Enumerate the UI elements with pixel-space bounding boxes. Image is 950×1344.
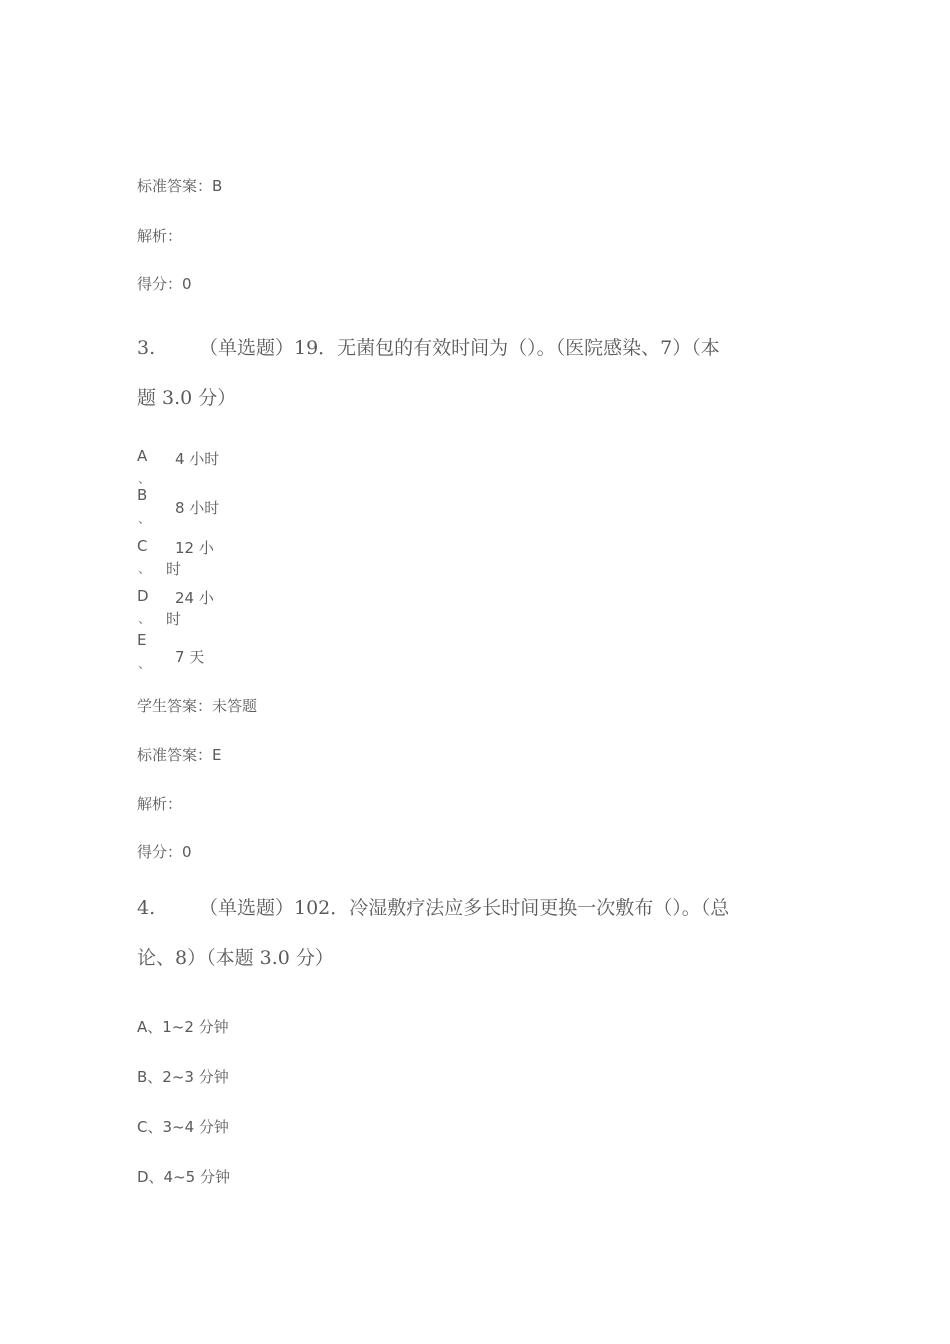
option-d-text-wrap: 时 [166, 610, 182, 628]
score-q3: 得分：0 [137, 843, 192, 861]
option-d-sep: 、 [138, 612, 152, 627]
q4-option-c[interactable]: C、3~4 分钟 [137, 1118, 229, 1136]
question-4-number: 4. [137, 897, 156, 919]
q4-option-d[interactable]: D、4~5 分钟 [137, 1168, 230, 1186]
option-a-text: 4 小时 [175, 450, 220, 468]
question-3-text: （单选题）19．无菌包的有效时间为（）。（医院感染、7）（本 [199, 337, 720, 359]
option-c-text: 12 小 [175, 539, 214, 557]
option-c-sep: 、 [138, 562, 152, 577]
q4-option-b[interactable]: B、2~3 分钟 [137, 1068, 229, 1086]
analysis-q3: 解析： [137, 795, 183, 813]
option-c-text-wrap: 时 [166, 560, 182, 578]
option-e-sep: 、 [138, 657, 152, 672]
option-b-letter: B [137, 486, 148, 504]
score-q2: 得分：0 [137, 275, 192, 293]
question-4-text: （单选题）102．冷湿敷疗法应多长时间更换一次敷布（）。（总 [199, 897, 730, 919]
option-b-text: 8 小时 [175, 499, 220, 517]
question-3-line1 [137, 333, 720, 360]
question-3-line2: 题 3.0 分） [137, 387, 237, 409]
standard-answer-q2: 标准答案：B [137, 177, 223, 195]
option-d-letter: D [137, 587, 149, 605]
standard-answer-q3: 标准答案：E [137, 746, 222, 764]
question-4-line2: 论、8）（本题 3.0 分） [137, 947, 334, 969]
option-e-text: 7 天 [175, 648, 205, 666]
option-a-sep: 、 [138, 472, 152, 487]
question-3-number: 3. [137, 337, 156, 359]
option-d-text: 24 小 [175, 589, 214, 607]
option-c-letter: C [137, 537, 148, 555]
analysis-q2: 解析： [137, 227, 183, 245]
student-answer-q3: 学生答案：未答题 [137, 697, 258, 715]
question-4-line1 [137, 893, 729, 920]
option-b-sep: 、 [138, 512, 152, 527]
option-a-letter: A [137, 447, 148, 465]
q4-option-a[interactable]: A、1~2 分钟 [137, 1018, 229, 1036]
option-e-letter: E [137, 631, 147, 649]
